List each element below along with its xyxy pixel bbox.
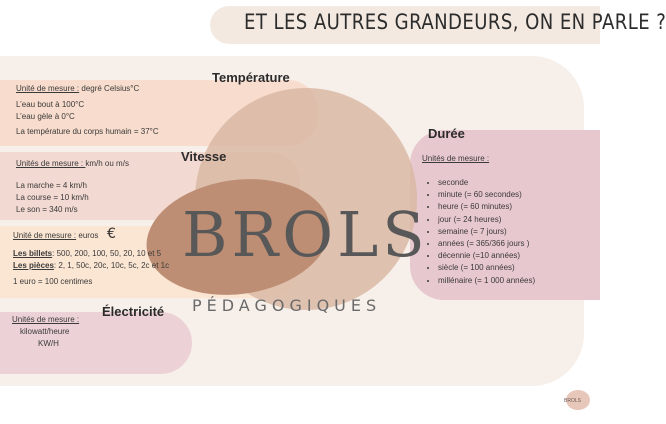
page-title: ET LES AUTRES GRANDEURS, ON EN PARLE ? xyxy=(244,10,666,34)
billets-value: : 500, 200, 100, 50, 20, 10 et 5 xyxy=(52,249,162,258)
brand-mini-text: BROLS xyxy=(564,398,581,404)
list-item: • millénaire (= 1 000 années) xyxy=(438,276,535,286)
list-item: • minute (= 60 secondes) xyxy=(438,190,535,200)
temperature-line: L’eau gèle à 0°C xyxy=(16,112,75,121)
duree-units-label: Unités de mesure : xyxy=(422,154,490,163)
electricite-units-label: Unités de mesure : xyxy=(12,315,80,324)
pieces-value: : 2, 1, 50c, 20c, 10c, 5c, 2c et 1c xyxy=(53,261,170,270)
euro-icon: € xyxy=(107,226,116,242)
list-item: • années (= 365/366 jours ) xyxy=(438,239,535,249)
vitesse-line: La marche = 4 km/h xyxy=(16,181,87,190)
list-item: • seconde xyxy=(438,178,535,188)
electricite-line: KW/H xyxy=(38,339,59,348)
duree-list xyxy=(424,178,535,288)
list-item: • décennie (=10 années) xyxy=(438,251,535,261)
temperature-units-label: Unité de mesure : xyxy=(16,84,80,93)
electricite-line: kilowatt/heure xyxy=(20,327,70,336)
euros-units-value: euros xyxy=(78,231,99,240)
temperature-line: L’eau bout à 100°C xyxy=(16,100,85,109)
vitesse-units-label: Unités de mesure : xyxy=(16,159,86,168)
duree-heading: Durée xyxy=(428,126,465,141)
brand-logo-text: BROLS xyxy=(182,198,429,271)
list-item: • siècle (= 100 années) xyxy=(438,263,535,273)
electricite-heading: Électricité xyxy=(102,304,165,319)
pieces-label: Les pièces xyxy=(13,261,54,270)
list-item: • jour (= 24 heures) xyxy=(438,215,535,225)
euros-billets xyxy=(13,250,161,259)
billets-label: Les billets xyxy=(13,249,53,258)
vitesse-units xyxy=(16,160,129,169)
temperature-heading: Température xyxy=(212,70,290,85)
brand-subtitle: PÉDAGOGIQUES xyxy=(192,296,382,315)
vitesse-line: La course = 10 km/h xyxy=(16,193,89,202)
euros-units xyxy=(13,232,98,241)
temperature-units-value: degré Celsius°C xyxy=(81,84,140,93)
list-item: • semaine (= 7 jours) xyxy=(438,227,535,237)
euros-conversion: 1 euro = 100 centimes xyxy=(13,277,93,286)
temperature-line: La température du corps humain = 37°C xyxy=(16,127,159,136)
list-item: • heure (= 60 minutes) xyxy=(438,202,535,212)
euros-pieces xyxy=(13,262,169,271)
euros-units-label: Unité de mesure : xyxy=(13,231,77,240)
vitesse-heading: Vitesse xyxy=(181,149,227,164)
vitesse-units-value: km/h ou m/s xyxy=(85,159,129,168)
vitesse-line: Le son = 340 m/s xyxy=(16,205,78,214)
temperature-units xyxy=(16,85,139,94)
